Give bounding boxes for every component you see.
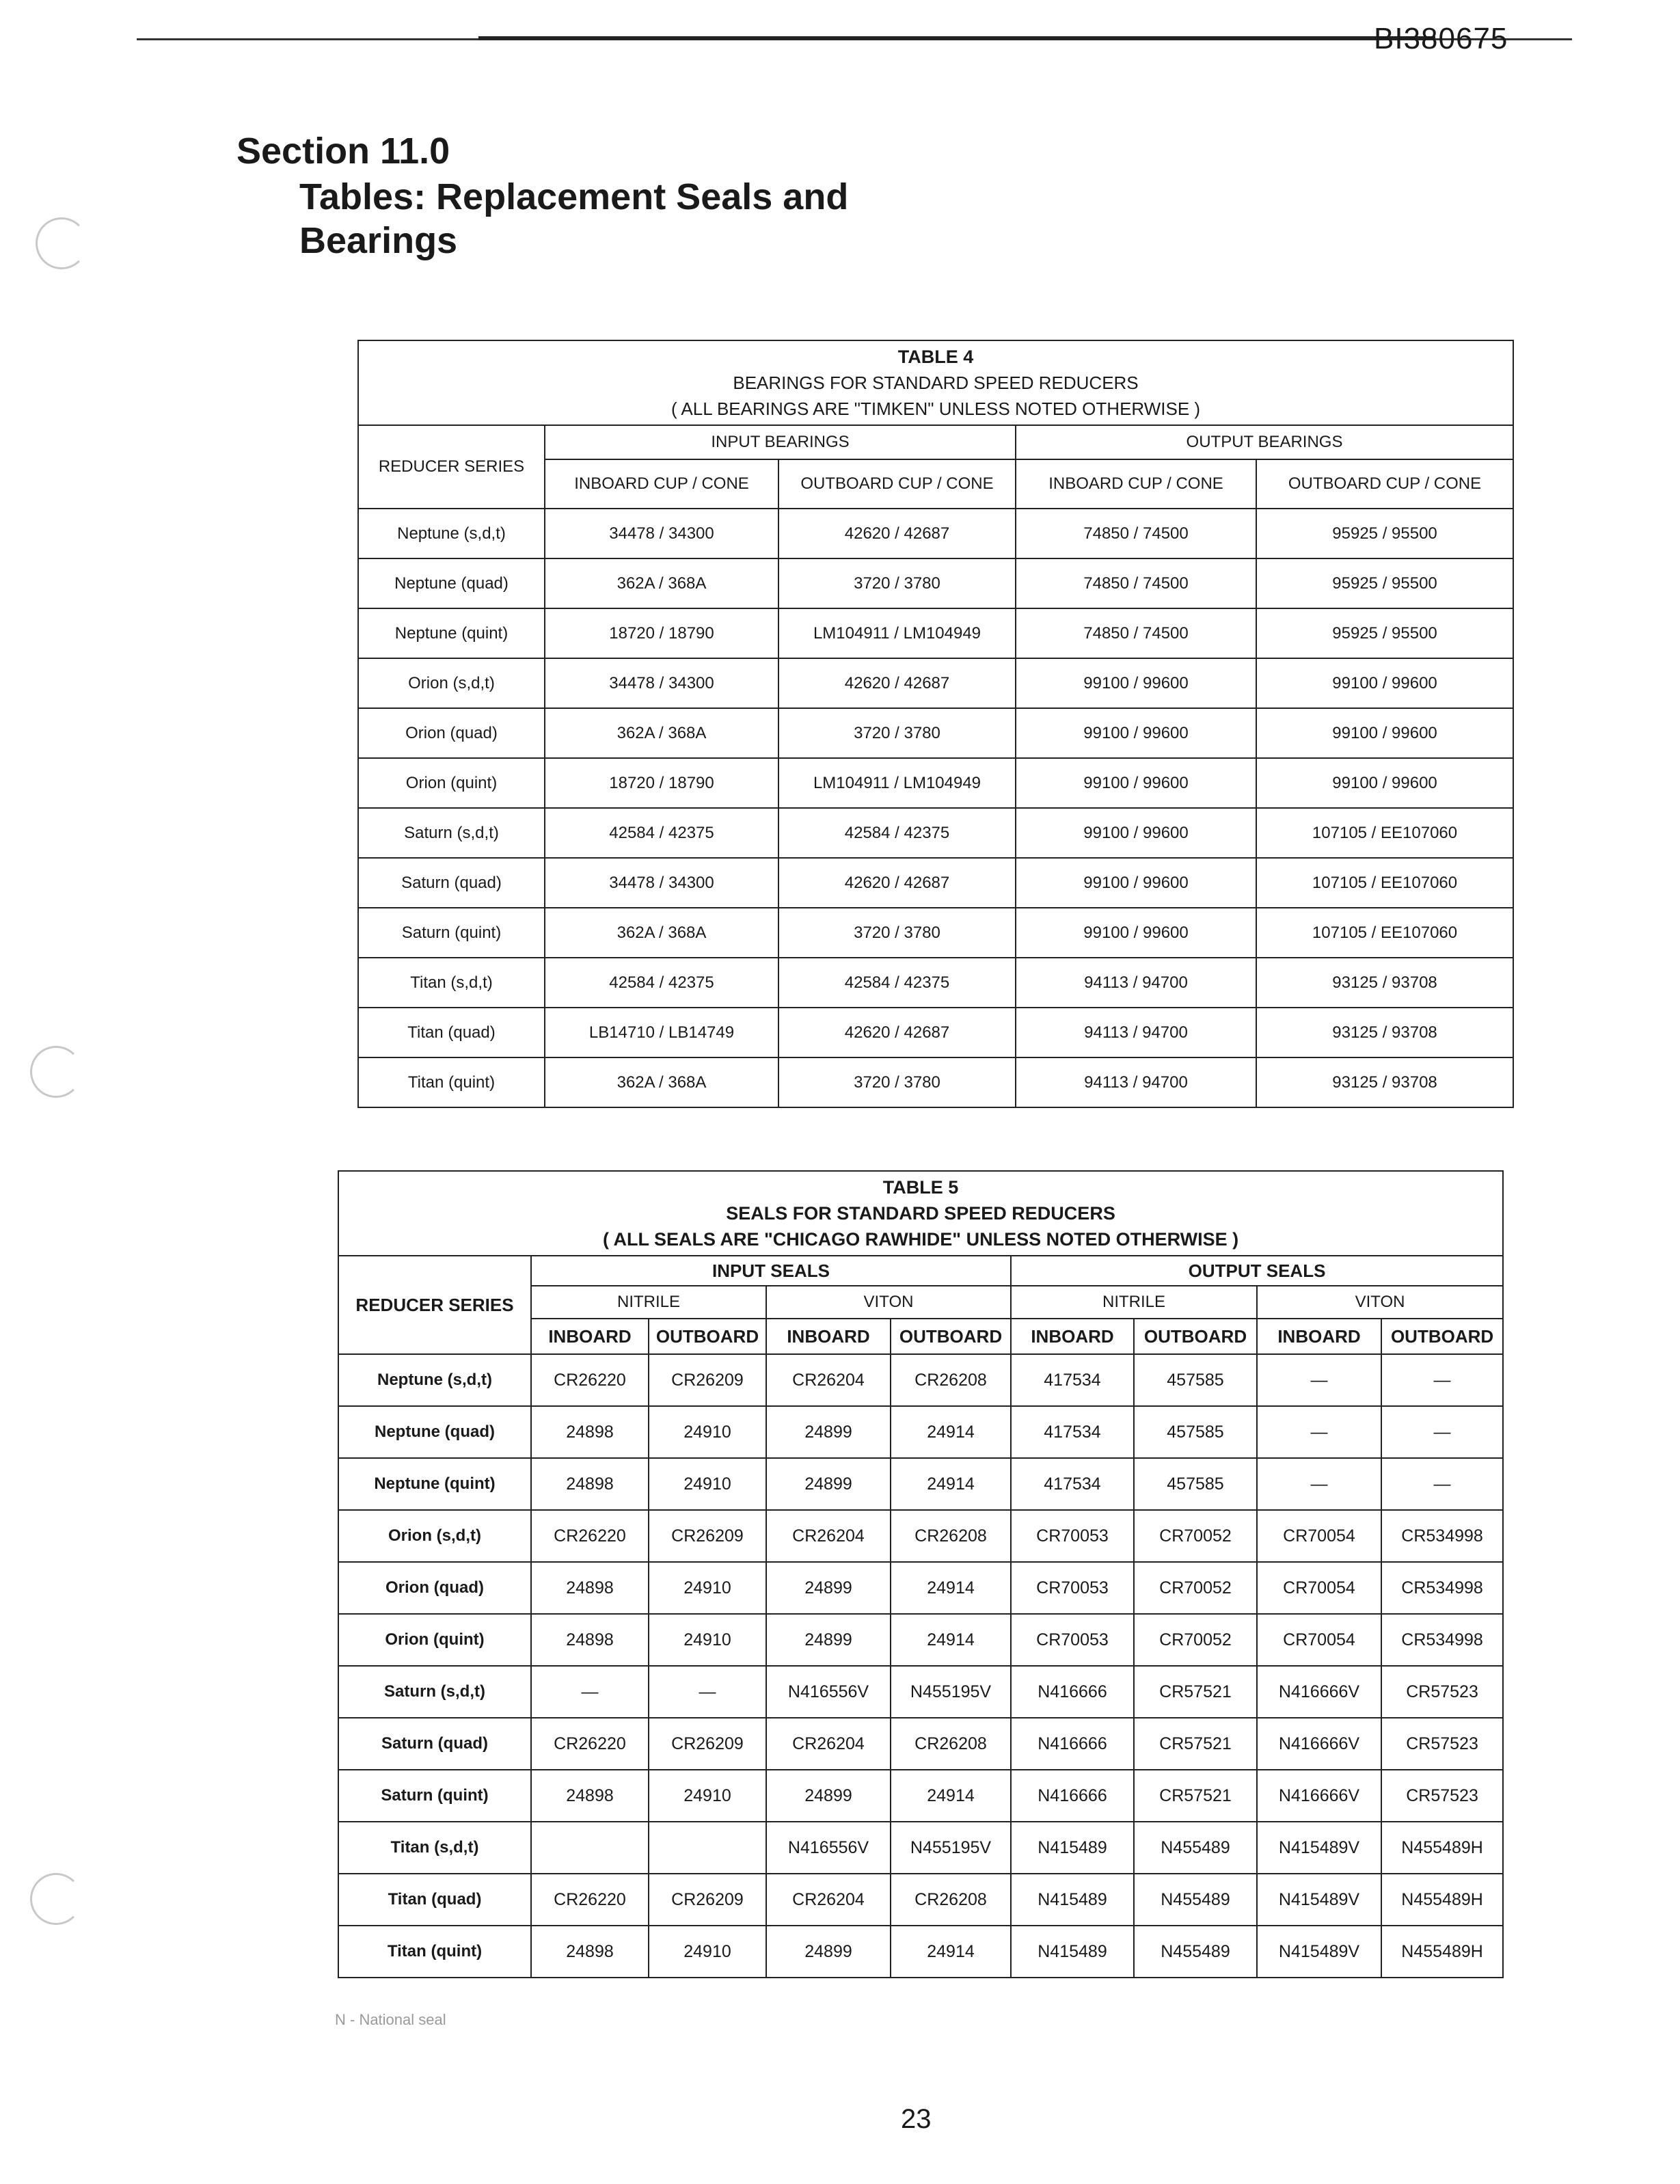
caption-note: ( ALL BEARINGS ARE "TIMKEN" UNLESS NOTED OTHERWISE ): [670, 399, 1201, 419]
table-cell: 24899: [766, 1562, 891, 1614]
series-cell: Neptune (s,d,t): [358, 509, 545, 558]
table-cell: CR70052: [1134, 1562, 1257, 1614]
series-cell: Saturn (quad): [338, 1718, 531, 1770]
series-cell: Neptune (s,d,t): [338, 1354, 531, 1406]
table-cell: 99100 / 99600: [1256, 658, 1513, 708]
table-cell: N416556V: [766, 1666, 891, 1718]
series-cell: Neptune (quad): [338, 1406, 531, 1458]
table-cell: —: [649, 1666, 766, 1718]
table-cell: 107105 / EE107060: [1256, 908, 1513, 958]
table-cell: 99100 / 99600: [1016, 908, 1256, 958]
section-title: Tables: Replacement Seals and Bearings: [299, 176, 849, 261]
table-cell: CR26209: [649, 1718, 766, 1770]
table-cell: 3720 / 3780: [778, 1057, 1016, 1107]
position-header: INBOARD: [1011, 1319, 1134, 1354]
series-cell: Orion (quint): [338, 1614, 531, 1666]
table-cell: CR70053: [1011, 1510, 1134, 1562]
table-row: [338, 1926, 1503, 1978]
table-cell: CR26209: [649, 1874, 766, 1926]
table-cell: —: [1257, 1354, 1381, 1406]
table-cell: N455195V: [891, 1666, 1011, 1718]
table-cell: N415489V: [1257, 1822, 1381, 1874]
table-cell: CR534998: [1381, 1510, 1503, 1562]
table-cell: CR26204: [766, 1874, 891, 1926]
series-cell: Orion (quad): [358, 708, 545, 758]
column-header: OUTBOARD CUP / CONE: [1256, 459, 1513, 509]
caption-title: TABLE 5: [882, 1177, 959, 1198]
table-cell: CR70053: [1011, 1614, 1134, 1666]
table-cell: CR70052: [1134, 1510, 1257, 1562]
table-cell: N455489: [1134, 1926, 1257, 1978]
position-header: INBOARD: [766, 1319, 891, 1354]
document-id: BI380675: [1374, 22, 1508, 55]
table-cell: 24914: [891, 1562, 1011, 1614]
table-cell: 42620 / 42687: [778, 858, 1016, 908]
series-cell: Orion (s,d,t): [338, 1510, 531, 1562]
table-cell: CR26208: [891, 1874, 1011, 1926]
table-caption: [358, 340, 1513, 425]
table-cell: N416666: [1011, 1770, 1134, 1822]
series-cell: Titan (quint): [338, 1926, 531, 1978]
position-header: INBOARD: [1257, 1319, 1381, 1354]
position-header: OUTBOARD: [1134, 1319, 1257, 1354]
table-cell: 24910: [649, 1926, 766, 1978]
table-cell: LM104911 / LM104949: [778, 608, 1016, 658]
table-row: [358, 758, 1513, 808]
table-cell: 24899: [766, 1406, 891, 1458]
punch-hole-mark: [30, 1873, 82, 1925]
table-cell: 457585: [1134, 1406, 1257, 1458]
table-row: [338, 1874, 1503, 1926]
table-cell: 362A / 368A: [545, 708, 778, 758]
table-cell: 3720 / 3780: [778, 908, 1016, 958]
table-cell: N415489: [1011, 1874, 1134, 1926]
material-header: VITON: [1257, 1286, 1503, 1319]
series-cell: Saturn (quint): [338, 1770, 531, 1822]
table-cell: CR26208: [891, 1354, 1011, 1406]
series-cell: Saturn (s,d,t): [338, 1666, 531, 1718]
table-cell: 24899: [766, 1926, 891, 1978]
table-cell: CR26209: [649, 1354, 766, 1406]
table-cell: 42620 / 42687: [778, 658, 1016, 708]
table-cell: 99100 / 99600: [1016, 658, 1256, 708]
table-cell: 42620 / 42687: [778, 509, 1016, 558]
table-cell: CR26220: [531, 1718, 649, 1770]
group-header-output: OUTPUT BEARINGS: [1016, 425, 1513, 459]
table-cell: CR70054: [1257, 1510, 1381, 1562]
group-header-output: OUTPUT SEALS: [1011, 1256, 1503, 1286]
table-cell: 362A / 368A: [545, 1057, 778, 1107]
table-cell: 24898: [531, 1614, 649, 1666]
punch-hole-mark: [30, 1046, 82, 1098]
table-cell: N416556V: [766, 1822, 891, 1874]
table-cell: [649, 1822, 766, 1874]
table-cell: CR57523: [1381, 1718, 1503, 1770]
caption-note: ( ALL SEALS ARE "CHICAGO RAWHIDE" UNLESS NOTED OTHERWISE ): [602, 1229, 1239, 1250]
table-row: [358, 958, 1513, 1008]
table-cell: 24898: [531, 1562, 649, 1614]
table-row: [358, 908, 1513, 958]
table-cell: 457585: [1134, 1354, 1257, 1406]
table-cell: CR26209: [649, 1510, 766, 1562]
table-cell: 93125 / 93708: [1256, 958, 1513, 1008]
table-cell: 94113 / 94700: [1016, 958, 1256, 1008]
table-cell: CR534998: [1381, 1562, 1503, 1614]
table-cell: 24914: [891, 1406, 1011, 1458]
seals-table: [338, 1170, 1504, 1978]
table-cell: 107105 / EE107060: [1256, 858, 1513, 908]
table-cell: 99100 / 99600: [1016, 808, 1256, 858]
table-row: [358, 808, 1513, 858]
table-cell: CR57521: [1134, 1718, 1257, 1770]
table-cell: 93125 / 93708: [1256, 1008, 1513, 1057]
table-cell: N415489: [1011, 1822, 1134, 1874]
table-cell: 24914: [891, 1614, 1011, 1666]
table-row: [358, 708, 1513, 758]
table-cell: N455489H: [1381, 1874, 1503, 1926]
table-cell: 24914: [891, 1926, 1011, 1978]
table-cell: 34478 / 34300: [545, 658, 778, 708]
table-cell: 3720 / 3780: [778, 708, 1016, 758]
table-cell: N455489: [1134, 1822, 1257, 1874]
table-cell: CR26220: [531, 1354, 649, 1406]
table-cell: 24910: [649, 1406, 766, 1458]
series-cell: Titan (s,d,t): [358, 958, 545, 1008]
series-cell: Titan (s,d,t): [338, 1822, 531, 1874]
table-row: [338, 1770, 1503, 1822]
table-cell: CR70053: [1011, 1562, 1134, 1614]
series-cell: Neptune (quad): [358, 558, 545, 608]
table-cell: CR57521: [1134, 1770, 1257, 1822]
series-cell: Titan (quad): [358, 1008, 545, 1057]
table-cell: 24910: [649, 1562, 766, 1614]
table-cell: LB14710 / LB14749: [545, 1008, 778, 1057]
table-cell: 457585: [1134, 1458, 1257, 1510]
position-header: OUTBOARD: [891, 1319, 1011, 1354]
table-cell: 99100 / 99600: [1256, 758, 1513, 808]
series-cell: Orion (quint): [358, 758, 545, 808]
table-cell: 24914: [891, 1458, 1011, 1510]
series-cell: Orion (s,d,t): [358, 658, 545, 708]
series-cell: Neptune (quint): [338, 1458, 531, 1510]
table-cell: [531, 1822, 649, 1874]
column-header: INBOARD CUP / CONE: [1016, 459, 1256, 509]
group-header-input: INPUT SEALS: [531, 1256, 1011, 1286]
table-cell: 24898: [531, 1926, 649, 1978]
table-cell: 74850 / 74500: [1016, 558, 1256, 608]
series-cell: Neptune (quint): [358, 608, 545, 658]
table-row: [338, 1718, 1503, 1770]
table-cell: 24899: [766, 1770, 891, 1822]
caption-subtitle: BEARINGS FOR STANDARD SPEED REDUCERS: [733, 373, 1139, 393]
table-cell: 24914: [891, 1770, 1011, 1822]
table-caption-row: [338, 1171, 1503, 1256]
table-row: [358, 509, 1513, 558]
table-row: [338, 1614, 1503, 1666]
table-row: [338, 1458, 1503, 1510]
table-cell: CR26220: [531, 1874, 649, 1926]
table-caption-row: [358, 340, 1513, 425]
table-cell: CR26204: [766, 1354, 891, 1406]
table-row: [358, 1057, 1513, 1107]
table-cell: 362A / 368A: [545, 558, 778, 608]
table-cell: 99100 / 99600: [1016, 708, 1256, 758]
position-header: INBOARD: [531, 1319, 649, 1354]
table-cell: CR57523: [1381, 1770, 1503, 1822]
table-cell: 93125 / 93708: [1256, 1057, 1513, 1107]
table-cell: CR70054: [1257, 1562, 1381, 1614]
table-cell: N416666: [1011, 1718, 1134, 1770]
table-cell: CR26220: [531, 1510, 649, 1562]
table-cell: 95925 / 95500: [1256, 509, 1513, 558]
table-cell: 34478 / 34300: [545, 509, 778, 558]
footnote: N - National seal: [335, 2011, 446, 2028]
table-cell: CR70054: [1257, 1614, 1381, 1666]
punch-hole-mark: [36, 217, 87, 269]
table-cell: 24910: [649, 1614, 766, 1666]
table-cell: 24910: [649, 1770, 766, 1822]
table-cell: 42584 / 42375: [545, 958, 778, 1008]
table-cell: 24899: [766, 1614, 891, 1666]
group-header-row: [338, 1256, 1503, 1286]
table-cell: N415489V: [1257, 1926, 1381, 1978]
section-number: Section 11.0: [236, 131, 450, 172]
table-cell: 24898: [531, 1770, 649, 1822]
table-cell: CR70052: [1134, 1614, 1257, 1666]
table-cell: 24910: [649, 1458, 766, 1510]
table-cell: CR534998: [1381, 1614, 1503, 1666]
caption-title: TABLE 4: [897, 347, 974, 367]
table-cell: 417534: [1011, 1406, 1134, 1458]
table-cell: 24898: [531, 1406, 649, 1458]
table-cell: 18720 / 18790: [545, 758, 778, 808]
table-cell: 42620 / 42687: [778, 1008, 1016, 1057]
series-cell: Orion (quad): [338, 1562, 531, 1614]
table-cell: 42584 / 42375: [545, 808, 778, 858]
column-header: INBOARD CUP / CONE: [545, 459, 778, 509]
table-cell: 417534: [1011, 1354, 1134, 1406]
column-header: OUTBOARD CUP / CONE: [778, 459, 1016, 509]
header-rule-bold: [478, 36, 1435, 40]
table-cell: N416666: [1011, 1666, 1134, 1718]
table-cell: 42584 / 42375: [778, 808, 1016, 858]
table-cell: CR26208: [891, 1718, 1011, 1770]
table-cell: 99100 / 99600: [1016, 858, 1256, 908]
table-cell: LM104911 / LM104949: [778, 758, 1016, 808]
table-cell: 24899: [766, 1458, 891, 1510]
table-row: [358, 1008, 1513, 1057]
table-row: [338, 1406, 1503, 1458]
material-header: NITRILE: [531, 1286, 766, 1319]
table-cell: 417534: [1011, 1458, 1134, 1510]
table-cell: 3720 / 3780: [778, 558, 1016, 608]
table-cell: 94113 / 94700: [1016, 1008, 1256, 1057]
table-cell: 99100 / 99600: [1256, 708, 1513, 758]
table-cell: N416666V: [1257, 1770, 1381, 1822]
table-row: [358, 558, 1513, 608]
table-cell: N455489H: [1381, 1926, 1503, 1978]
series-cell: Saturn (s,d,t): [358, 808, 545, 858]
table-cell: N415489: [1011, 1926, 1134, 1978]
table-cell: —: [1381, 1406, 1503, 1458]
table-cell: 95925 / 95500: [1256, 558, 1513, 608]
table-cell: N416666V: [1257, 1666, 1381, 1718]
table-cell: CR26204: [766, 1510, 891, 1562]
table-row: [358, 858, 1513, 908]
table-cell: 362A / 368A: [545, 908, 778, 958]
table-cell: —: [1257, 1406, 1381, 1458]
table-cell: N455489: [1134, 1874, 1257, 1926]
series-cell: Saturn (quad): [358, 858, 545, 908]
table-row: [338, 1562, 1503, 1614]
table-cell: N455489H: [1381, 1822, 1503, 1874]
table-cell: 18720 / 18790: [545, 608, 778, 658]
table-cell: N415489V: [1257, 1874, 1381, 1926]
table-row: [358, 658, 1513, 708]
series-header: REDUCER SERIES: [358, 425, 545, 509]
table-cell: 95925 / 95500: [1256, 608, 1513, 658]
series-cell: Titan (quad): [338, 1874, 531, 1926]
series-cell: Titan (quint): [358, 1057, 545, 1107]
table-row: [338, 1822, 1503, 1874]
position-header: OUTBOARD: [649, 1319, 766, 1354]
caption-subtitle: SEALS FOR STANDARD SPEED REDUCERS: [726, 1203, 1115, 1224]
group-header-input: INPUT BEARINGS: [545, 425, 1016, 459]
table-cell: —: [531, 1666, 649, 1718]
material-header: NITRILE: [1011, 1286, 1257, 1319]
table-cell: CR26204: [766, 1718, 891, 1770]
table-cell: 99100 / 99600: [1016, 758, 1256, 808]
bearings-table: [357, 340, 1514, 1108]
table-cell: CR26208: [891, 1510, 1011, 1562]
position-header: OUTBOARD: [1381, 1319, 1503, 1354]
table-cell: 74850 / 74500: [1016, 608, 1256, 658]
table-cell: N416666V: [1257, 1718, 1381, 1770]
table-row: [358, 608, 1513, 658]
table-row: [338, 1510, 1503, 1562]
table-cell: 74850 / 74500: [1016, 509, 1256, 558]
table-cell: —: [1257, 1458, 1381, 1510]
table-cell: —: [1381, 1354, 1503, 1406]
series-header: REDUCER SERIES: [338, 1256, 531, 1354]
page-number: 23: [901, 2104, 932, 2134]
material-header: VITON: [766, 1286, 1011, 1319]
table-cell: N455195V: [891, 1822, 1011, 1874]
table-row: [338, 1354, 1503, 1406]
table-cell: 24898: [531, 1458, 649, 1510]
table-cell: 94113 / 94700: [1016, 1057, 1256, 1107]
table-cell: 107105 / EE107060: [1256, 808, 1513, 858]
table-caption: [338, 1171, 1503, 1256]
table-cell: 34478 / 34300: [545, 858, 778, 908]
series-cell: Saturn (quint): [358, 908, 545, 958]
table-cell: —: [1381, 1458, 1503, 1510]
table-cell: CR57521: [1134, 1666, 1257, 1718]
table-cell: CR57523: [1381, 1666, 1503, 1718]
group-header-row: [358, 425, 1513, 459]
table-cell: 42584 / 42375: [778, 958, 1016, 1008]
table-row: [338, 1666, 1503, 1718]
